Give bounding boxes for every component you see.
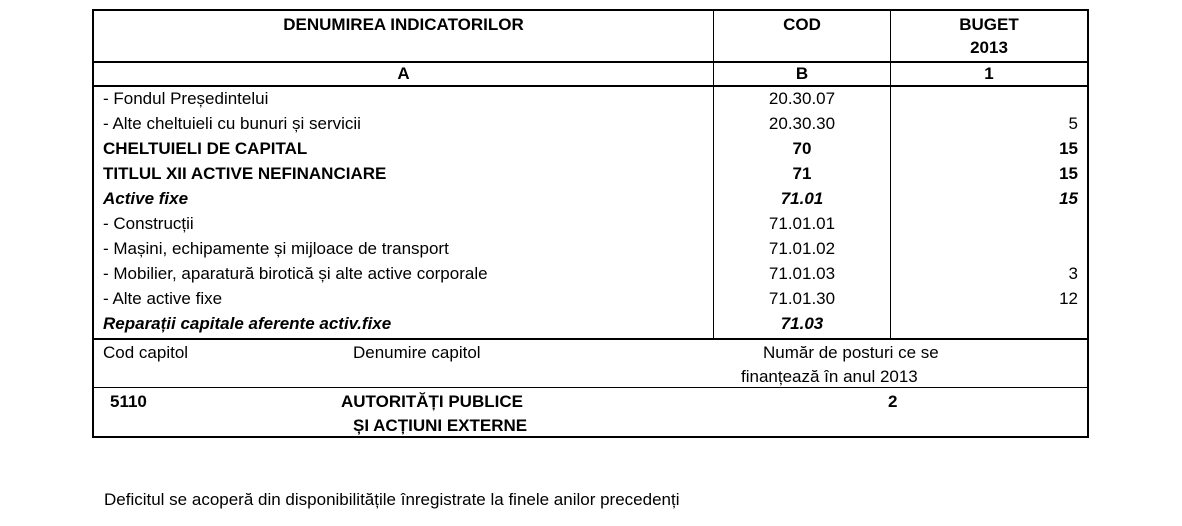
- subheader-b: B: [795, 64, 809, 83]
- chapter-code-label: Cod capitol: [103, 343, 189, 362]
- row-name: CHELTUIELI DE CAPITAL: [103, 139, 308, 158]
- table-top-border: [92, 9, 1088, 11]
- row-code: 20.30.30: [768, 114, 836, 133]
- row-code: 70: [792, 139, 812, 158]
- row-name: TITLUL XII ACTIVE NEFINANCIARE: [103, 164, 387, 183]
- row-value: 12: [1059, 289, 1078, 308]
- row-code: 71.01.01: [768, 214, 836, 233]
- row-name: Reparații capitale aferente activ.fixe: [103, 314, 392, 333]
- row-name: - Mobilier, aparatură birotică și alte active corporale: [103, 264, 488, 283]
- row-code: 20.30.07: [768, 89, 836, 108]
- row-code: 71: [792, 164, 812, 183]
- row-name: - Mașini, echipamente și mijloace de transport: [103, 239, 449, 258]
- chapter-code: 5110: [110, 392, 147, 411]
- header-code: COD: [783, 15, 821, 34]
- table-right-border: [1087, 9, 1089, 438]
- row-value: 15: [1059, 139, 1078, 158]
- chapter-posts-label-line2: finanțează în anul 2013: [741, 367, 918, 386]
- row-code: 71.01: [780, 189, 824, 208]
- subheader-c: 1: [984, 64, 994, 83]
- row-code: 71.01.02: [768, 239, 836, 258]
- row-name: - Alte active fixe: [103, 289, 223, 308]
- chapter-posts-value: 2: [888, 392, 898, 411]
- row-code: 71.01.30: [768, 289, 836, 308]
- chapter-name-label: Denumire capitol: [353, 343, 481, 362]
- chapter-posts-label-line1: Număr de posturi ce se: [763, 343, 939, 362]
- chapter-row-divider: [92, 387, 1088, 388]
- row-name: - Alte cheltuieli cu bunuri și servicii: [103, 114, 361, 133]
- row-value: 15: [1059, 164, 1078, 183]
- header-budget-line2: 2013: [970, 38, 1008, 57]
- chapter-name-line2: ȘI ACȚIUNI EXTERNE: [353, 416, 528, 435]
- row-name: - Fondul Președintelui: [103, 89, 269, 108]
- table-bottom-border: [92, 436, 1088, 438]
- row-value: 3: [1068, 264, 1078, 283]
- subheader-a: A: [397, 64, 410, 83]
- row-code: 71.03: [780, 314, 824, 333]
- header-indicators: DENUMIREA INDICATORILOR: [283, 15, 524, 34]
- row-name: Active fixe: [103, 189, 189, 208]
- chapter-name-line1: AUTORITĂȚI PUBLICE: [341, 392, 523, 411]
- row-value: 15: [1059, 189, 1078, 208]
- row-value: 5: [1068, 114, 1078, 133]
- row-code: 71.01.03: [768, 264, 836, 283]
- row-name: - Construcții: [103, 214, 194, 233]
- header-budget-line1: BUGET: [959, 15, 1019, 34]
- footnote: Deficitul se acoperă din disponibilitățile înregistrate la finele anilor precedenți: [104, 490, 680, 509]
